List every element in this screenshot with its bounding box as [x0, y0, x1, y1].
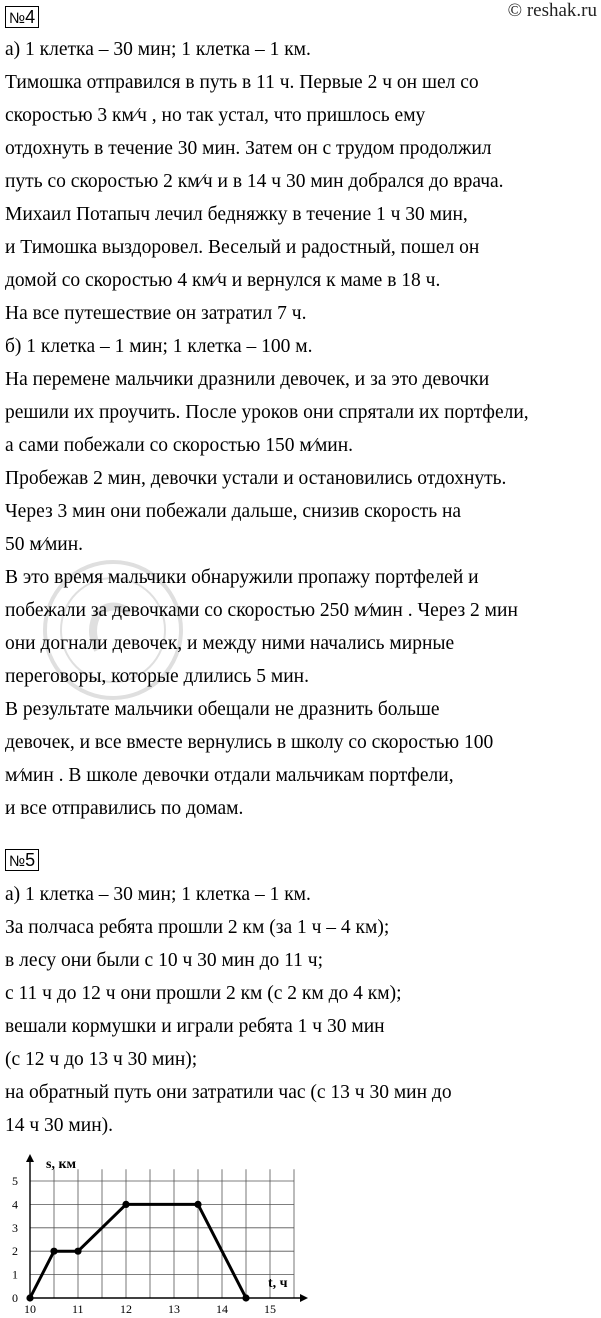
- text-line: Михаил Потапыч лечил бедняжку в течение 1 ч 30 мин,: [5, 204, 468, 225]
- data-point: [26, 1294, 33, 1301]
- data-point: [74, 1248, 81, 1255]
- text-line: Тимошка отправился в путь в 11 ч. Первые 2 ч он шел со: [5, 72, 479, 93]
- text-line: На все путешествие он затратил 7 ч.: [5, 303, 307, 324]
- number-sign: №: [9, 10, 26, 27]
- chart-grid: [30, 1169, 294, 1298]
- text-line: домой со скоростью 4 км⁄ч и вернулся к маме в 18 ч.: [5, 270, 441, 291]
- text-line: переговоры, которые длились 5 мин.: [5, 666, 309, 687]
- x-tick-label: 12: [120, 1302, 132, 1316]
- data-point: [242, 1294, 249, 1301]
- x-tick-label: 14: [216, 1302, 228, 1316]
- text-line: на обратный путь они затратили час (с 13 ч 30 мин до: [5, 1082, 452, 1103]
- data-point: [194, 1201, 201, 1208]
- text-line: 14 ч 30 мин).: [5, 1115, 114, 1136]
- y-tick-label: 5: [12, 1174, 18, 1188]
- text-line: и Тимошка выздоровел. Веселый и радостный, пошел он: [5, 237, 480, 258]
- x-tick-label: 13: [168, 1302, 180, 1316]
- x-axis-arrow-icon: [300, 1294, 308, 1302]
- y-tick-label: 2: [12, 1244, 18, 1259]
- y-axis-label: s, км: [46, 1157, 77, 1172]
- distance-time-graph: [0, 1150, 320, 1318]
- text-line: а) 1 клетка – 30 мин; 1 клетка – 1 км.: [5, 884, 311, 905]
- x-axis-label: t, ч: [268, 1276, 288, 1291]
- text-line: б) 1 клетка – 1 мин; 1 клетка – 100 м.: [5, 336, 313, 357]
- text-line: а сами побежали со скоростью 150 м⁄мин.: [5, 435, 354, 456]
- text-line: отдохнуть в течение 30 мин. Затем он с трудом продолжил: [5, 138, 492, 159]
- text-line: В это время мальчики обнаружили пропажу портфелей и: [5, 567, 479, 588]
- text-line: они догнали девочек, и между ними начались мирные: [5, 633, 455, 654]
- text-line: вешали кормушки и играли ребята 1 ч 30 мин: [5, 1016, 385, 1037]
- text-line: м⁄мин . В школе девочки отдали мальчикам портфели,: [5, 765, 454, 786]
- text-line: девочек, и все вместе вернулись в школу со скоростью 100: [5, 732, 494, 753]
- number-sign: №: [9, 853, 26, 870]
- text-line: (с 12 ч до 13 ч 30 мин);: [5, 1049, 198, 1070]
- y-tick-label: 1: [12, 1267, 18, 1282]
- x-tick-label: 11: [72, 1302, 84, 1316]
- task-4-number-badge: [5, 6, 39, 28]
- text-line: 50 м⁄мин.: [5, 534, 84, 555]
- text-line: а) 1 клетка – 30 мин; 1 клетка – 1 км.: [5, 39, 311, 60]
- text-line: побежали за девочками со скоростью 250 м⁄мин . Через 2 мин: [5, 600, 518, 621]
- text-line: скоростью 3 км⁄ч , но так устал, что пришлось ему: [5, 105, 426, 126]
- site-watermark: © reshak.ru: [507, 0, 597, 21]
- y-tick-label: 0: [12, 1291, 18, 1305]
- y-axis-arrow-icon: [26, 1154, 34, 1162]
- text-line: путь со скоростью 2 км⁄ч и в 14 ч 30 мин добрался до врача.: [5, 171, 504, 192]
- text-line: решили их проучить. После уроков они спрятали их портфели,: [5, 402, 529, 423]
- data-point: [122, 1201, 129, 1208]
- text-line: в лесу они были с 10 ч 30 мин до 11 ч;: [5, 950, 324, 971]
- text-line: Через 3 мин они побежали дальше, снизив скорость на: [5, 501, 462, 522]
- task-number: 5: [25, 850, 36, 870]
- data-point: [50, 1248, 57, 1255]
- text-line: На перемене мальчики дразнили девочек, и за это девочки: [5, 369, 490, 390]
- text-line: За полчаса ребята прошли 2 км (за 1 ч – 4 км);: [5, 917, 390, 938]
- task-5-number-badge: [5, 849, 39, 871]
- text-line: В результате мальчики обещали не дразнить больше: [5, 699, 440, 720]
- text-line: с 11 ч до 12 ч они прошли 2 км (с 2 км до 4 км);: [5, 983, 402, 1004]
- x-tick-label: 10: [24, 1302, 36, 1316]
- text-line: и все отправились по домам.: [5, 798, 244, 819]
- x-tick-label: 15: [264, 1302, 276, 1316]
- text-line: Пробежав 2 мин, девочки устали и остановились отдохнуть.: [5, 468, 507, 489]
- y-tick-label: 3: [12, 1220, 18, 1235]
- chart-tick-labels: [12, 1174, 276, 1316]
- task-number: 4: [25, 7, 36, 27]
- y-tick-label: 4: [12, 1197, 18, 1212]
